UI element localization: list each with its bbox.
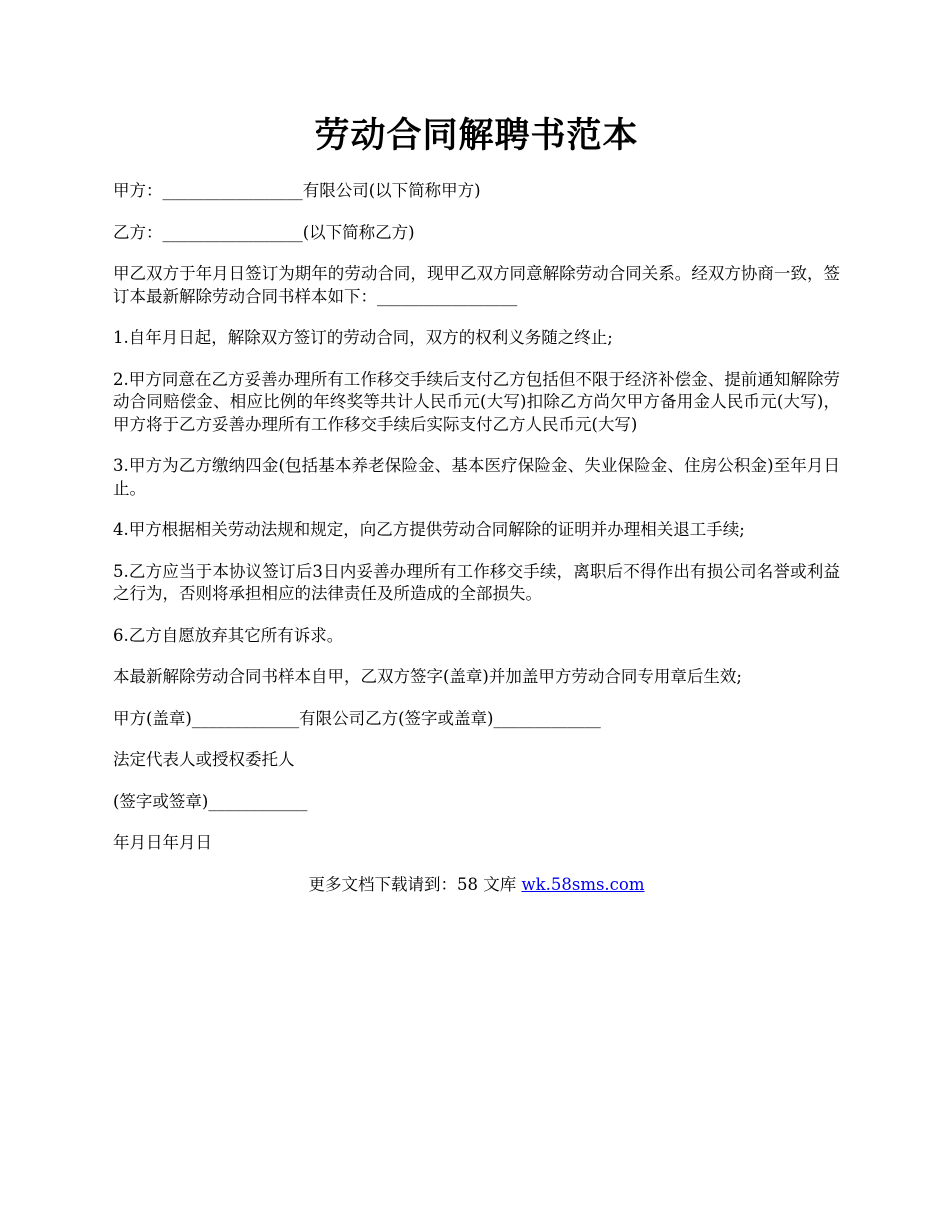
footer-prefix: 更多文档下载请到：58 文库 xyxy=(308,874,522,894)
footer-link[interactable]: wk.58sms.com xyxy=(521,874,645,894)
document-page xyxy=(113,108,840,896)
clause-1: 1.自年月日起，解除双方签订的劳动合同，双方的权利义务随之终止; xyxy=(113,328,613,347)
effective-clause: 本最新解除劳动合同书样本自甲，乙双方签字(盖章)并加盖甲方劳动合同专用章后生效; xyxy=(113,667,742,686)
party-a-line: 甲方：_________________有限公司(以下简称甲方) xyxy=(113,181,481,200)
clause-5: 5.乙方应当于本协议签订后3日内妥善办理所有工作移交手续，离职后不得作出有损公司名誉或利益之行为，否则将承担相应的法律责任及所造成的全部损失。 xyxy=(113,561,840,603)
clause-2: 2.甲方同意在乙方妥善办理所有工作移交手续后支付乙方包括但不限于经济补偿金、提前通知解除劳动合同赔偿金、相应比例的年终奖等共计人民币元(大写)扣除乙方尚欠甲方备用金人民币元(大写)，甲方将于乙方妥善办理所有工作移交手续后实际支付乙方人民币元(大写) xyxy=(113,369,840,434)
date-line: 年月日年月日 xyxy=(113,833,212,852)
download-footer xyxy=(113,874,840,897)
clause-6: 6.乙方自愿放弃其它所有诉求。 xyxy=(113,625,344,645)
party-b-line: 乙方：_________________(以下简称乙方) xyxy=(113,222,415,242)
clause-3: 3.甲方为乙方缴纳四金(包括基本养老保险金、基本医疗保险金、失业保险金、住房公积金)至年月日止。 xyxy=(113,456,840,498)
legal-representative-line: 法定代表人或授权委托人 xyxy=(113,750,295,769)
signature-line: 甲方(盖章)_____________有限公司乙方(签字或盖章)_____________ xyxy=(113,708,601,728)
page-title: 劳动合同解聘书范本 xyxy=(314,115,639,156)
clause-4: 4.甲方根据相关劳动法规和规定，向乙方提供劳动合同解除的证明并办理相关退工手续; xyxy=(113,520,745,539)
intro-paragraph: 甲乙双方于年月日签订为期年的劳动合同，现甲乙双方同意解除劳动合同关系。经双方协商一致，签订本最新解除劳动合同书样本如下：_________________ xyxy=(113,264,840,306)
sign-or-seal-line: (签字或签章)____________ xyxy=(113,791,308,811)
